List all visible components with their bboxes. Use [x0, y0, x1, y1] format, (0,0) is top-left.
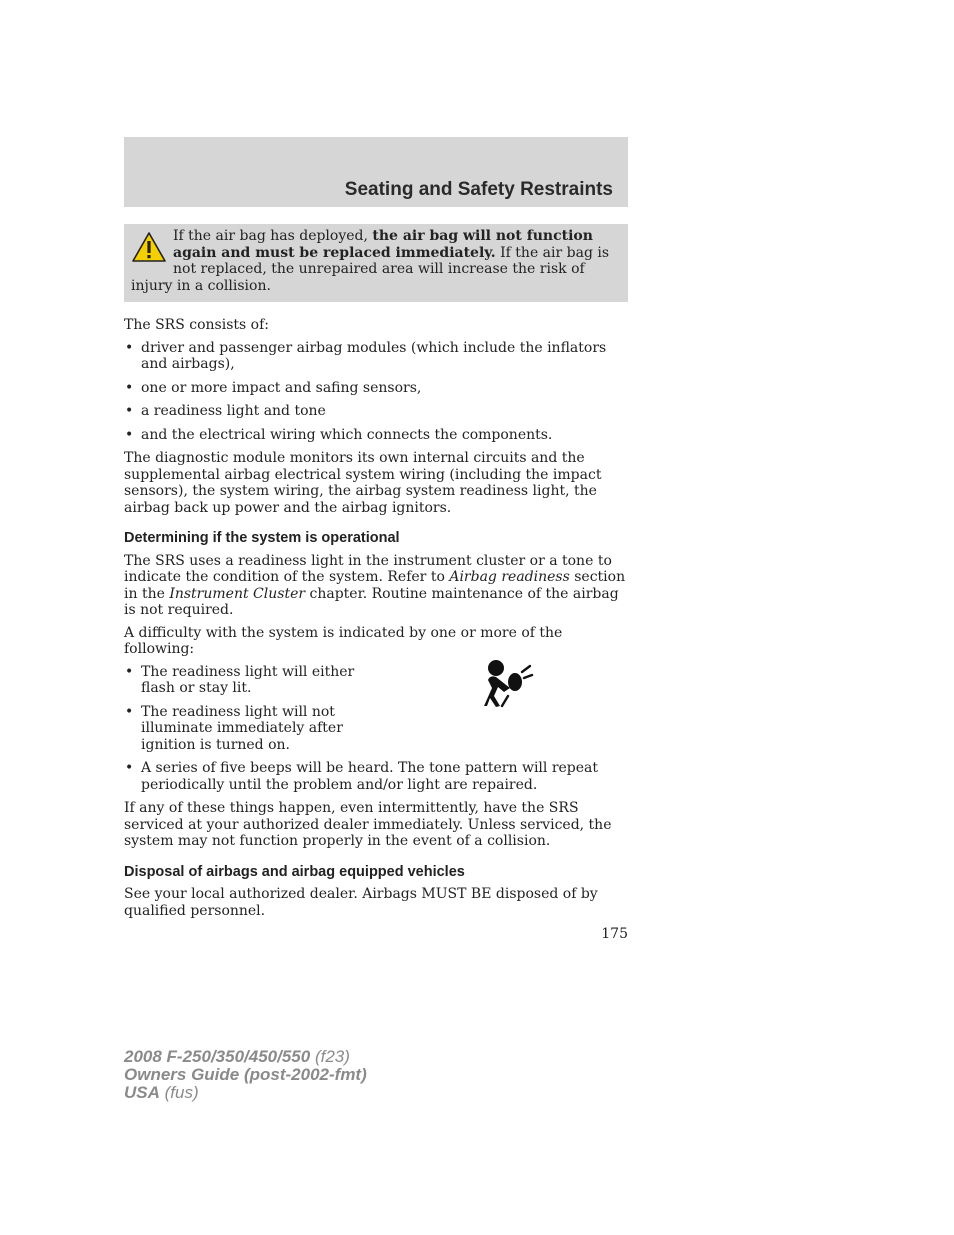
operational-heading: Determining if the system is operational [124, 530, 400, 546]
indicator-section [124, 664, 628, 794]
page-content [124, 317, 628, 925]
diagnostic-paragraph: The diagnostic module monitors its own internal circuits and the supplemental airbag electrical system wiring (including the impact sensors), the system wiring, the airbag system readiness light, the airbag back up power and the airbag ignitors. [124, 450, 602, 516]
list-item: • A series of five beeps will be heard. The tone pattern will repeat periodically until the problem and/or light are repaired. [125, 760, 599, 793]
document-footer: 2008 F-250/350/450/550 (f23) Owners Guide (post-2002-fmt) USA (fus) [124, 1047, 367, 1102]
difficulty-list [124, 664, 628, 794]
section-header-band [124, 137, 628, 207]
service-paragraph: If any of these things happen, even intermittently, have the SRS serviced at your authorized dealer immediately. Unless serviced, the system may not function properly in the event of a collision. [124, 800, 612, 849]
list-item: • a readiness light and tone [125, 403, 326, 419]
operational-paragraph: The SRS uses a readiness light in the instrument cluster or a tone to indicate the condition of the system. Refer to Airbag readiness section in the Instrument Cluster chapter. Routine maintenance of the airbag is not required. [124, 552, 626, 618]
list-item: • The readiness light will either flash or stay lit. [125, 663, 355, 696]
srs-component-list [124, 340, 628, 444]
warning-text-post: If the air bag is not replaced, the unrepaired area will increase the risk of injury in a collision. [131, 244, 610, 294]
list-item: • one or more impact and safing sensors, [125, 379, 422, 396]
airbag-readiness-icon [478, 658, 536, 710]
srs-intro: The SRS consists of: [124, 317, 269, 333]
disposal-paragraph: See your local authorized dealer. Airbags MUST BE disposed of by qualified personnel. [124, 886, 598, 919]
list-item: • and the electrical wiring which connects the components. [125, 426, 553, 443]
warning-triangle-icon [131, 230, 167, 264]
list-item: • driver and passenger airbag modules (which include the inflators and airbags), [125, 339, 607, 372]
warning-text-bold: the air bag will not function again and must be replaced immediately. [173, 228, 593, 261]
list-item: • The readiness light will not illuminate immediately after ignition is turned on. [125, 703, 343, 753]
disposal-heading: Disposal of airbags and airbag equipped vehicles [124, 863, 465, 880]
page-number: 175 [601, 926, 628, 942]
difficulty-paragraph: A difficulty with the system is indicated by one or more of the following: [124, 624, 563, 657]
section-title: Seating and Safety Restraints [344, 179, 613, 200]
warning-text-pre: If the air bag has deployed, [173, 228, 373, 244]
warning-box [124, 224, 628, 302]
